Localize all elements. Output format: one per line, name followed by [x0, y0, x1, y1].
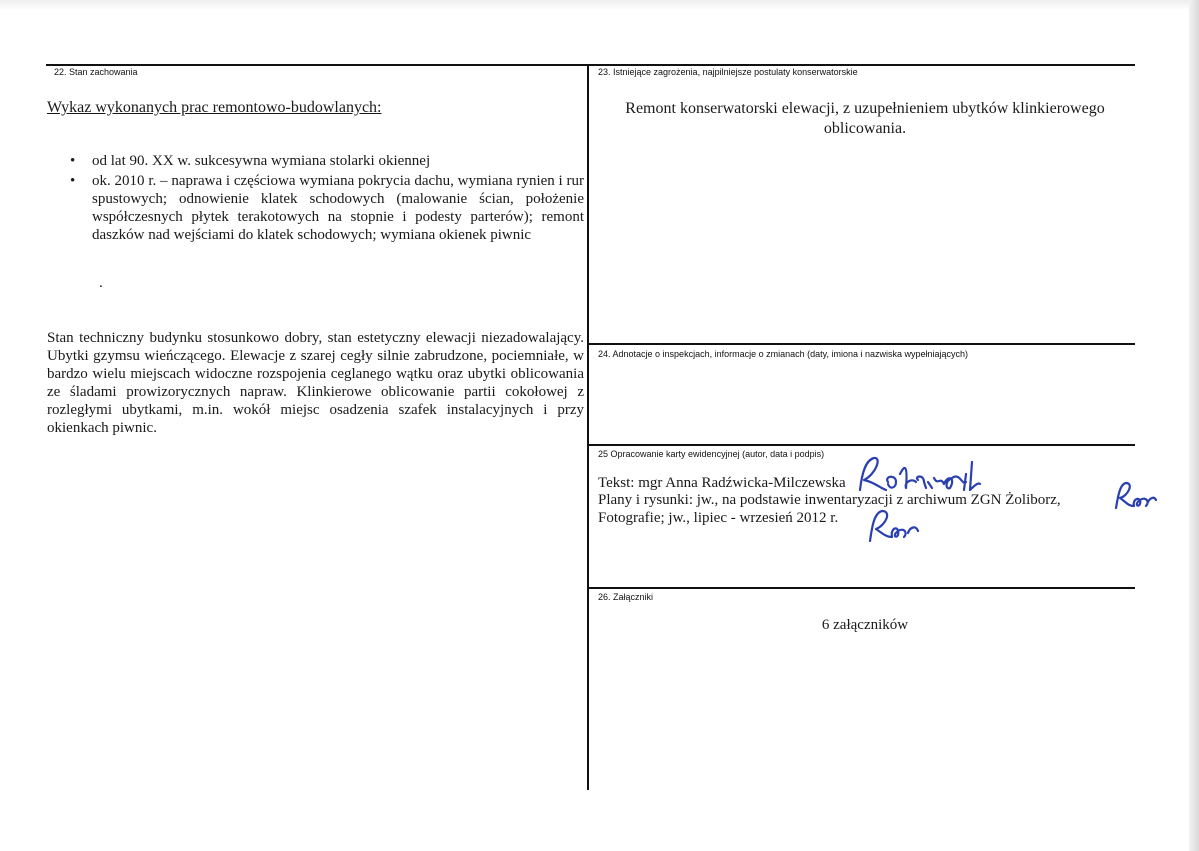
photos-line: Fotografie; jw., lipiec - wrzesień 2012 r.	[598, 510, 839, 526]
divider-23-24	[588, 343, 1135, 345]
section-25-label: 25 Opracowanie karty ewidencyjnej (autor, data i podpis)	[598, 449, 825, 459]
signature-author	[852, 452, 992, 497]
column-divider	[587, 64, 589, 790]
list-item: • od lat 90. XX w. sukcesywna wymiana stolarki okiennej	[70, 153, 431, 169]
signature-initials-photos	[864, 505, 924, 545]
scan-top-edge	[0, 0, 1199, 10]
condition-paragraph: Stan techniczny budynku stosunkowo dobry, stan estetyczny elewacji niezadowalający. Ubytki gzymsu wieńczącego. Elewacje z szarej cegły silnie zabrudzone, pociemniałe, w bardzo wielu miejscach widoczne rozspojenia ceglanego wątku oraz ubytki oblicowania ze śladami prowizorycznych napraw. Klinkierowe oblicowanie partii cokołowej z rozległymi ubytkami, m.in. wokół miejsc osadzenia szafek instalacyjnych i przy okienkach piwnic.	[47, 330, 584, 436]
author-line: Tekst: mgr Anna Radźwicka-Milczewska	[598, 475, 846, 491]
top-border-right	[588, 64, 1135, 66]
section-26-label: 26. Załączniki	[598, 592, 654, 602]
list-item: • ok. 2010 r. – naprawa i częściowa wymiana pokrycia dachu, wymiana rynien i rur spustowych; odnowienie klatek schodowych (malowanie ścian, położenie współczesnych płytek terakotowych na stopnie i podesty parterów); remont daszków nad wejściami do klatek schodowych; wymiana okienek piwnic	[70, 173, 584, 243]
section-23-text: Remont konserwatorski elewacji, z uzupełnieniem ubytków klinkierowego oblicowania.	[625, 100, 1105, 137]
top-border-left	[46, 64, 588, 66]
section-23-label: 23. Istniejące zagrożenia, najpilniejsze postulaty konserwatorskie	[598, 67, 858, 77]
section-22-label: 22. Stan zachowania	[54, 67, 138, 77]
works-heading: Wykaz wykonanych prac remontowo-budowlanych:	[47, 99, 382, 116]
divider-25-26	[588, 587, 1135, 589]
section-24-label: 24. Adnotacje o inspekcjach, informacje o zmianach (daty, imiona i nazwiska wypełniających)	[598, 349, 969, 359]
plans-line: Plany i rysunki: jw., na podstawie inwentaryzacji z archiwum ZGN Żoliborz,	[598, 492, 1061, 508]
stray-dot: .	[99, 275, 103, 291]
divider-24-25	[588, 444, 1135, 446]
attachments-text: 6 załączników	[821, 617, 909, 633]
signature-initials-plans	[1110, 478, 1160, 513]
scan-right-edge	[1189, 0, 1199, 851]
works-list	[70, 152, 584, 244]
